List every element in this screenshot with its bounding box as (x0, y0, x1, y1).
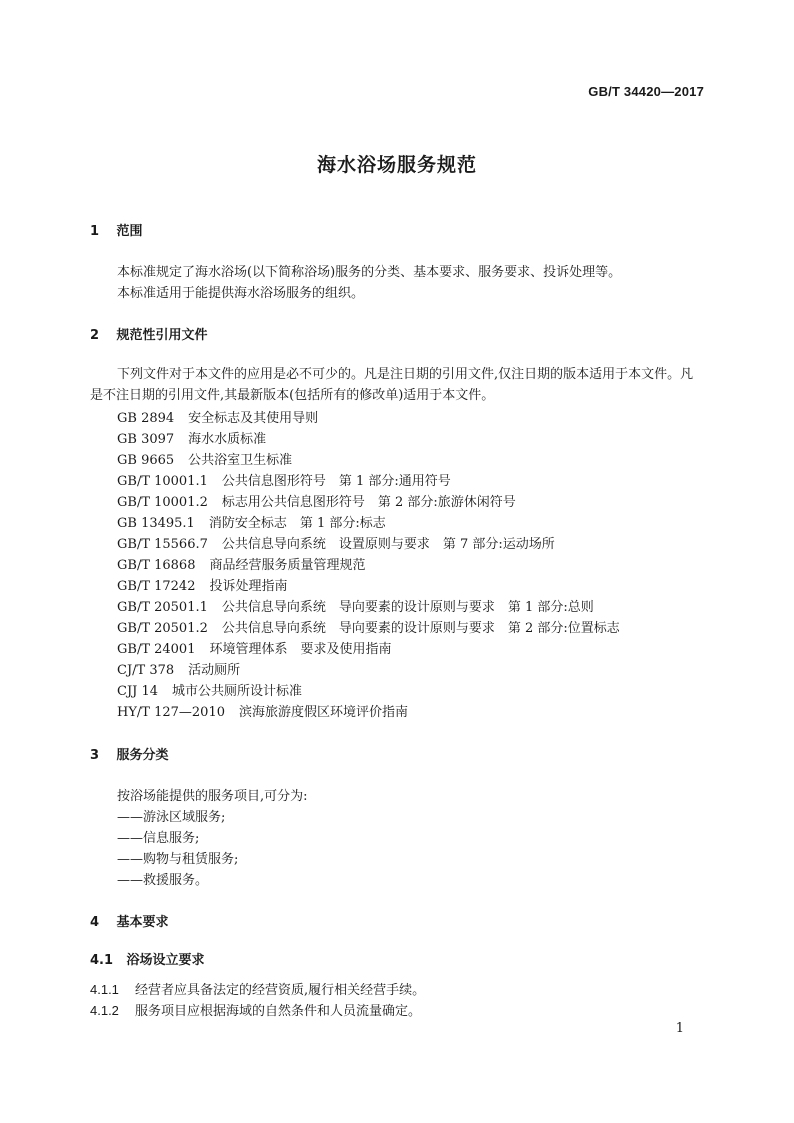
reference-item (117, 470, 451, 489)
section-number: 3 (90, 748, 100, 763)
list-item: ——救援服务。 (117, 873, 209, 888)
reference-code: GB/T 24001 (117, 642, 196, 657)
document-title: 海水浴场服务规范 (316, 154, 477, 176)
reference-code: GB 13495.1 (117, 516, 195, 531)
reference-title: 消防安全标志 第 1 部分:标志 (208, 516, 386, 531)
clause-text: 经营者应具备法定的经营资质,履行相关经营手续。 (135, 983, 426, 998)
reference-item (117, 512, 386, 531)
reference-code: GB/T 17242 (117, 579, 196, 594)
clause-number: 4.1.1 (90, 982, 119, 997)
section-2-heading (90, 324, 208, 343)
section-title: 规范性引用文件 (116, 328, 208, 343)
reference-item (117, 596, 594, 615)
reference-item (117, 680, 302, 699)
reference-item (117, 554, 366, 573)
reference-title: 活动厕所 (188, 663, 241, 678)
clause-text: 服务项目应根据海域的自然条件和人员流量确定。 (135, 1004, 422, 1019)
reference-title: 公共浴室卫生标准 (188, 453, 293, 468)
reference-item (117, 428, 266, 447)
reference-title: 公共信息导向系统 导向要素的设计原则与要求 第 2 部分:位置标志 (221, 621, 620, 636)
reference-code: GB/T 15566.7 (117, 537, 208, 552)
clause (90, 1000, 421, 1019)
subsection-title: 浴场设立要求 (126, 953, 205, 968)
reference-item (117, 491, 516, 510)
reference-title: 标志用公共信息图形符号 第 2 部分:旅游休闲符号 (221, 495, 516, 510)
reference-title: 公共信息图形符号 第 1 部分:通用符号 (221, 474, 451, 489)
section-1-heading (90, 220, 143, 239)
list-item: ——信息服务; (117, 831, 200, 846)
reference-title: 环境管理体系 要求及使用指南 (209, 642, 392, 657)
reference-item (117, 533, 555, 552)
reference-code: GB/T 20501.1 (117, 600, 208, 615)
reference-title: 投诉处理指南 (209, 579, 288, 594)
list-item: ——游泳区域服务; (117, 810, 226, 825)
section-title: 服务分类 (116, 748, 169, 763)
reference-item (117, 407, 318, 426)
subsection-number: 4.1 (90, 953, 114, 968)
reference-code: GB 3097 (117, 432, 175, 447)
clause-number: 4.1.2 (90, 1003, 119, 1018)
section-number: 2 (90, 328, 100, 343)
section-title: 基本要求 (116, 915, 169, 930)
paragraph: 按浴场能提供的服务项目,可分为: (117, 789, 308, 804)
reference-title: 滨海旅游度假区环境评价指南 (239, 705, 409, 720)
reference-code: GB 2894 (117, 411, 175, 426)
reference-title: 海水水质标准 (188, 432, 267, 447)
reference-title: 商品经营服务质量管理规范 (209, 558, 366, 573)
subsection-4-1-heading (90, 949, 205, 968)
reference-code: HY/T 127—2010 (117, 705, 225, 720)
reference-code: GB/T 20501.2 (117, 621, 208, 636)
reference-title: 公共信息导向系统 设置原则与要求 第 7 部分:运动场所 (221, 537, 555, 552)
reference-code: GB 9665 (117, 453, 175, 468)
section-number: 4 (90, 915, 100, 930)
clause (90, 979, 425, 998)
reference-item (117, 659, 240, 678)
reference-code: CJJ 14 (117, 684, 159, 699)
reference-title: 城市公共厕所设计标准 (172, 684, 303, 699)
reference-item (117, 575, 288, 594)
reference-title: 安全标志及其使用导则 (188, 411, 319, 426)
list-item: ——购物与租赁服务; (117, 852, 239, 867)
section-title: 范围 (116, 224, 143, 239)
reference-code: GB/T 10001.1 (117, 474, 208, 489)
reference-code: CJ/T 378 (117, 663, 175, 678)
reference-code: GB/T 10001.2 (117, 495, 208, 510)
paragraph: 本标准规定了海水浴场(以下简称浴场)服务的分类、基本要求、服务要求、投诉处理等。 (117, 265, 622, 280)
reference-item (117, 617, 620, 636)
reference-item (117, 638, 392, 657)
page-number: 1 (675, 1021, 684, 1036)
paragraph: 下列文件对于本文件的应用是必不可少的。凡是注日期的引用文件,仅注日期的版本适用于本文件。凡是不注日期的引用文件,其最新版本(包括所有的修改单)适用于本文件。 (90, 367, 694, 403)
reference-title: 公共信息导向系统 导向要素的设计原则与要求 第 1 部分:总则 (221, 600, 594, 615)
section-3-heading (90, 744, 169, 763)
reference-item (117, 449, 292, 468)
standard-code: GB/T 34420—2017 (588, 84, 704, 99)
reference-code: GB/T 16868 (117, 558, 196, 573)
section-number: 1 (90, 224, 100, 239)
paragraph: 本标准适用于能提供海水浴场服务的组织。 (117, 286, 365, 301)
reference-item (117, 701, 408, 720)
section-4-heading (90, 911, 169, 930)
